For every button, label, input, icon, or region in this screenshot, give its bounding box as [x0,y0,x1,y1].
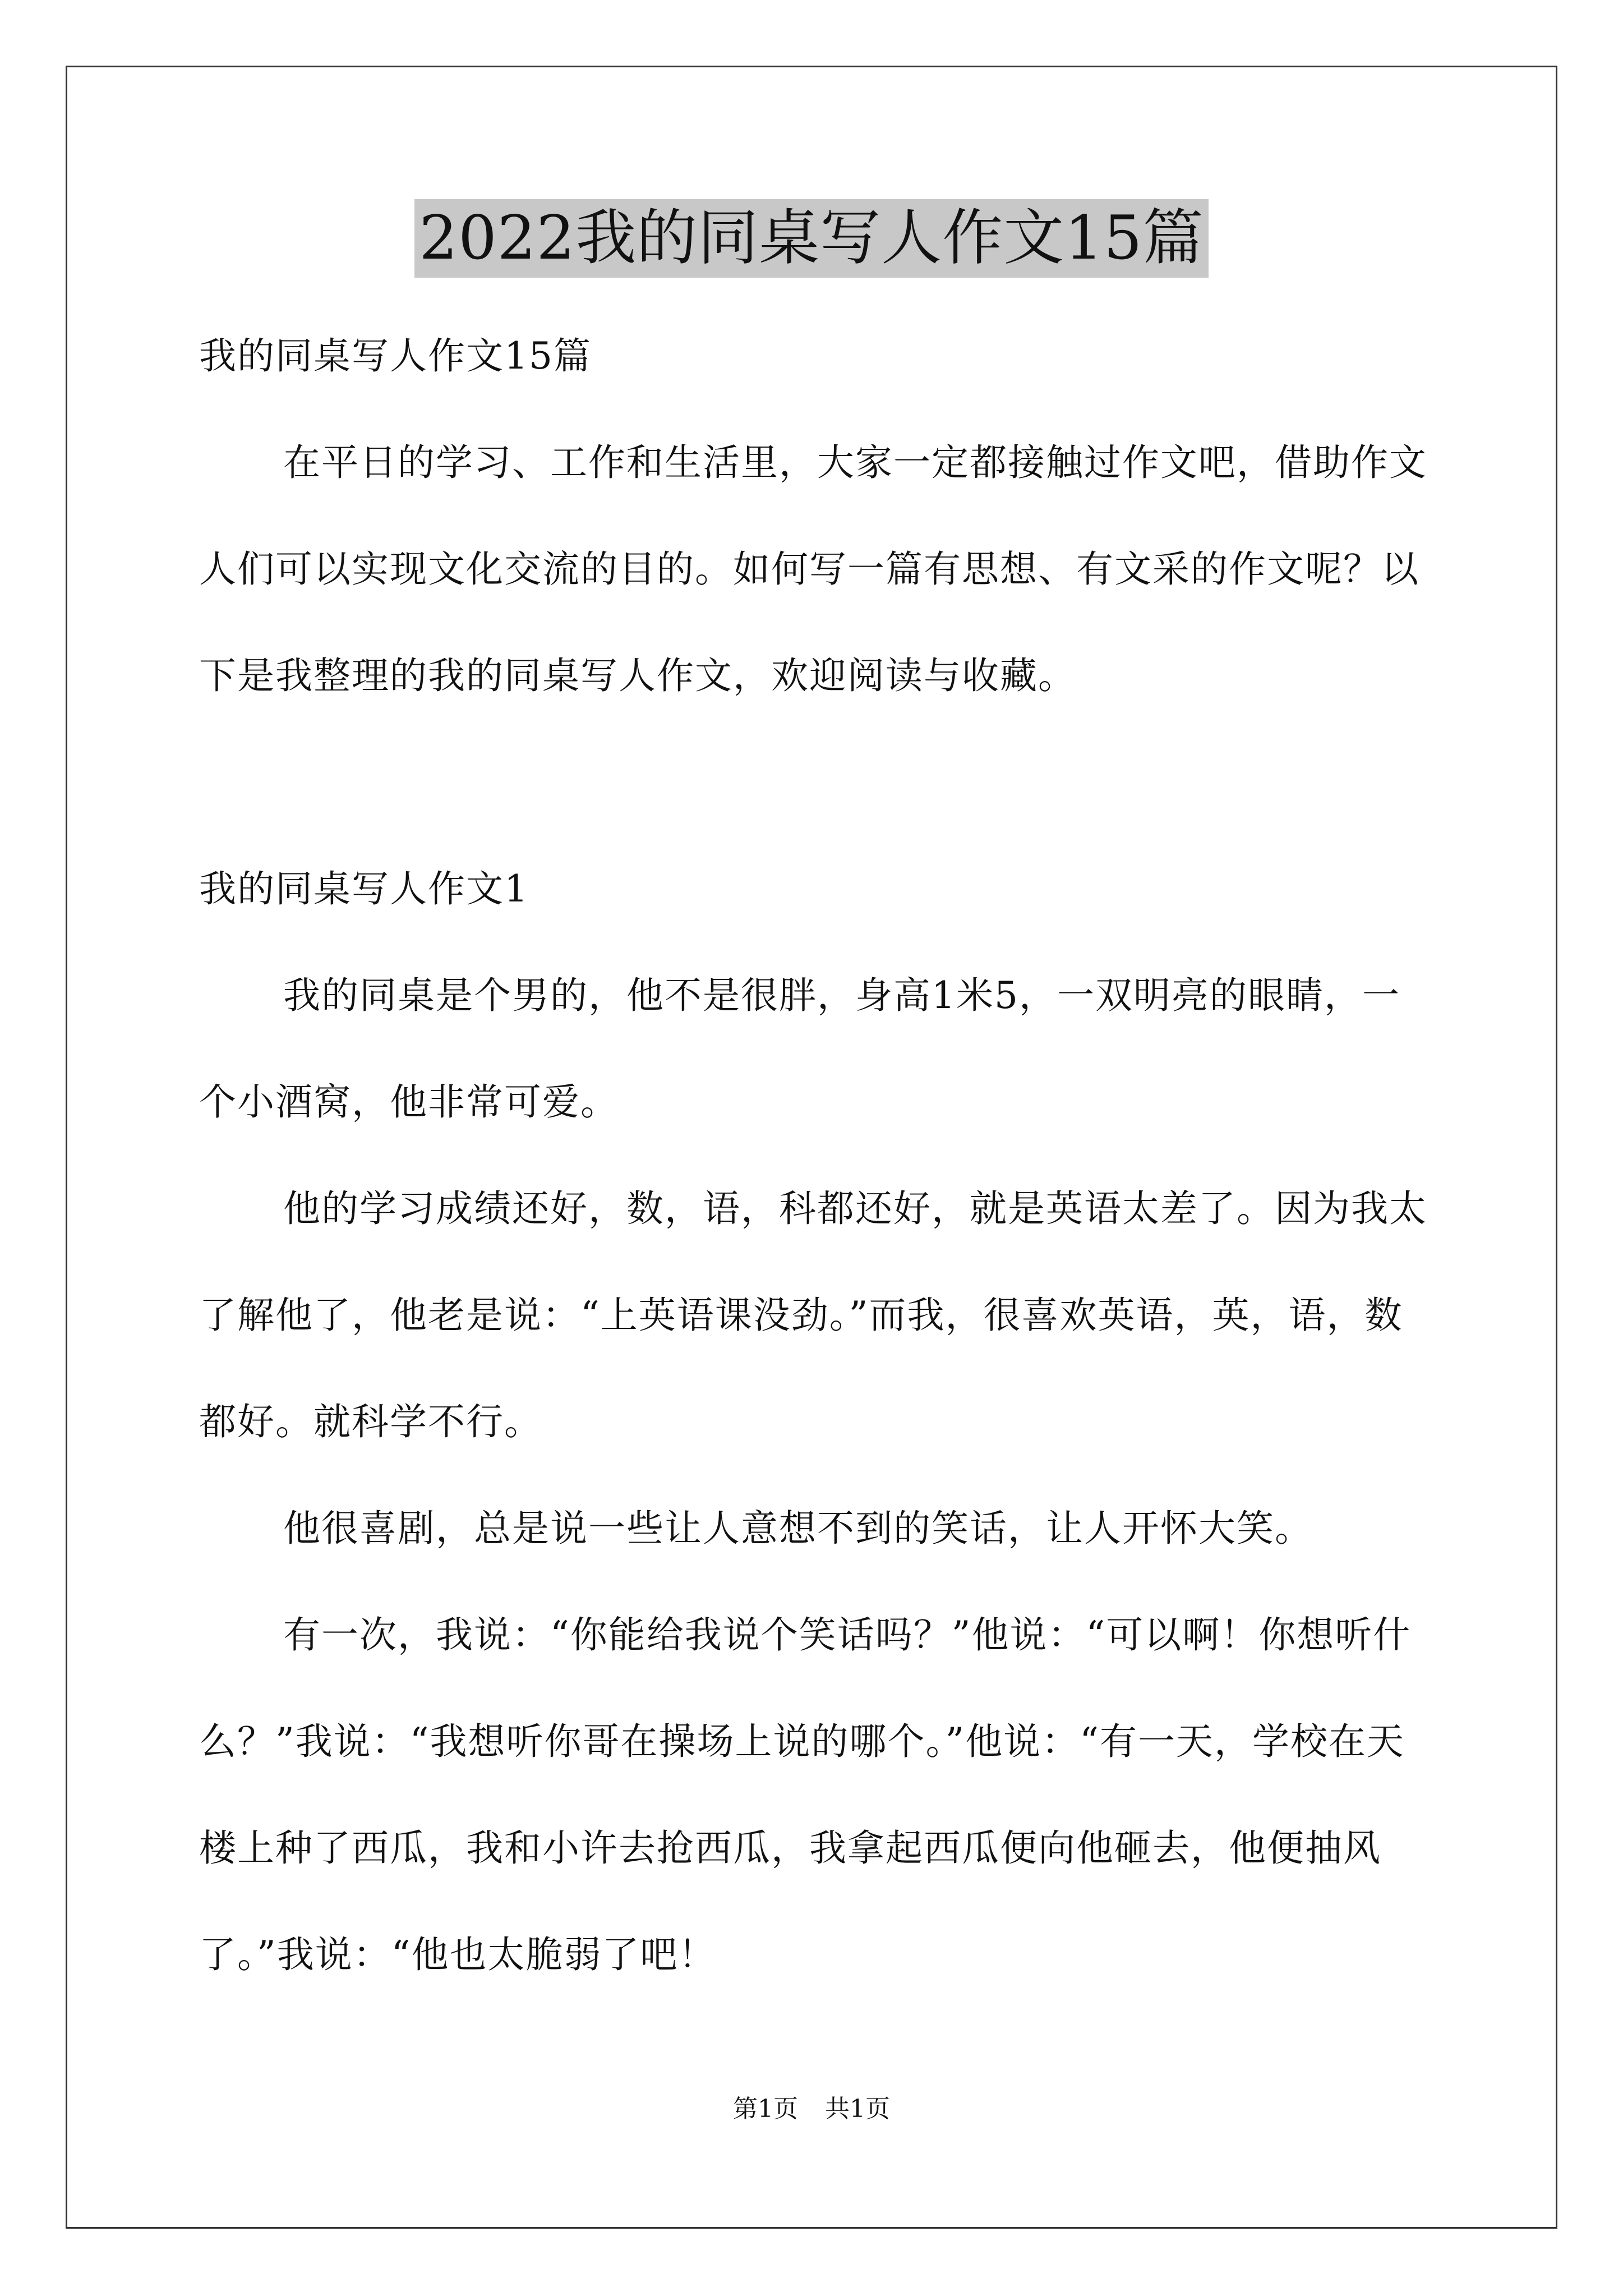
section-spacer [199,729,1436,836]
document-title: 2022我的同桌写人作文15篇 [414,199,1208,278]
page-total: 共1页 [825,2095,890,2123]
document-subtitle: 我的同桌写人作文15篇 [199,334,592,378]
section-heading: 我的同桌写人作文1 [199,867,529,910]
body-paragraph: 有一次，我说：“你能给我说个笑话吗？”他说：“可以啊！你想听什么？”我说：“我想听你哥在操场上说的哪个。”他说：“有一天，学校在天楼上种了西瓜，我和小许去抢西瓜，我拿起西瓜便向他砸去，他便抽风了。”我说：“他也太脆弱了吧！ [199,1613,1412,1976]
body-paragraph: 他很喜剧，总是说一些让人意想不到的笑话，让人开怀大笑。 [283,1507,1313,1550]
body-paragraph: 他的学习成绩还好，数，语，科都还好，就是英语太差了。因为我太了解他了，他老是说：“上英语课没劲。”而我，很喜欢英语，英，语，数都好。就科学不行。 [199,1187,1427,1443]
title-container [0,199,1623,278]
page-number: 第1页 [733,2095,798,2123]
intro-paragraph: 在平日的学习、工作和生活里，大家一定都接触过作文吧，借助作文人们可以实现文化交流的目的。如何写一篇有思想、有文采的作文呢？以下是我整理的我的同桌写人作文，欢迎阅读与收藏。 [199,441,1427,697]
document-body [199,303,1436,2008]
page-footer [0,2092,1623,2126]
body-paragraph: 我的同桌是个男的，他不是很胖，身高1米5，一双明亮的眼睛，一个小酒窝，他非常可爱。 [199,974,1400,1124]
